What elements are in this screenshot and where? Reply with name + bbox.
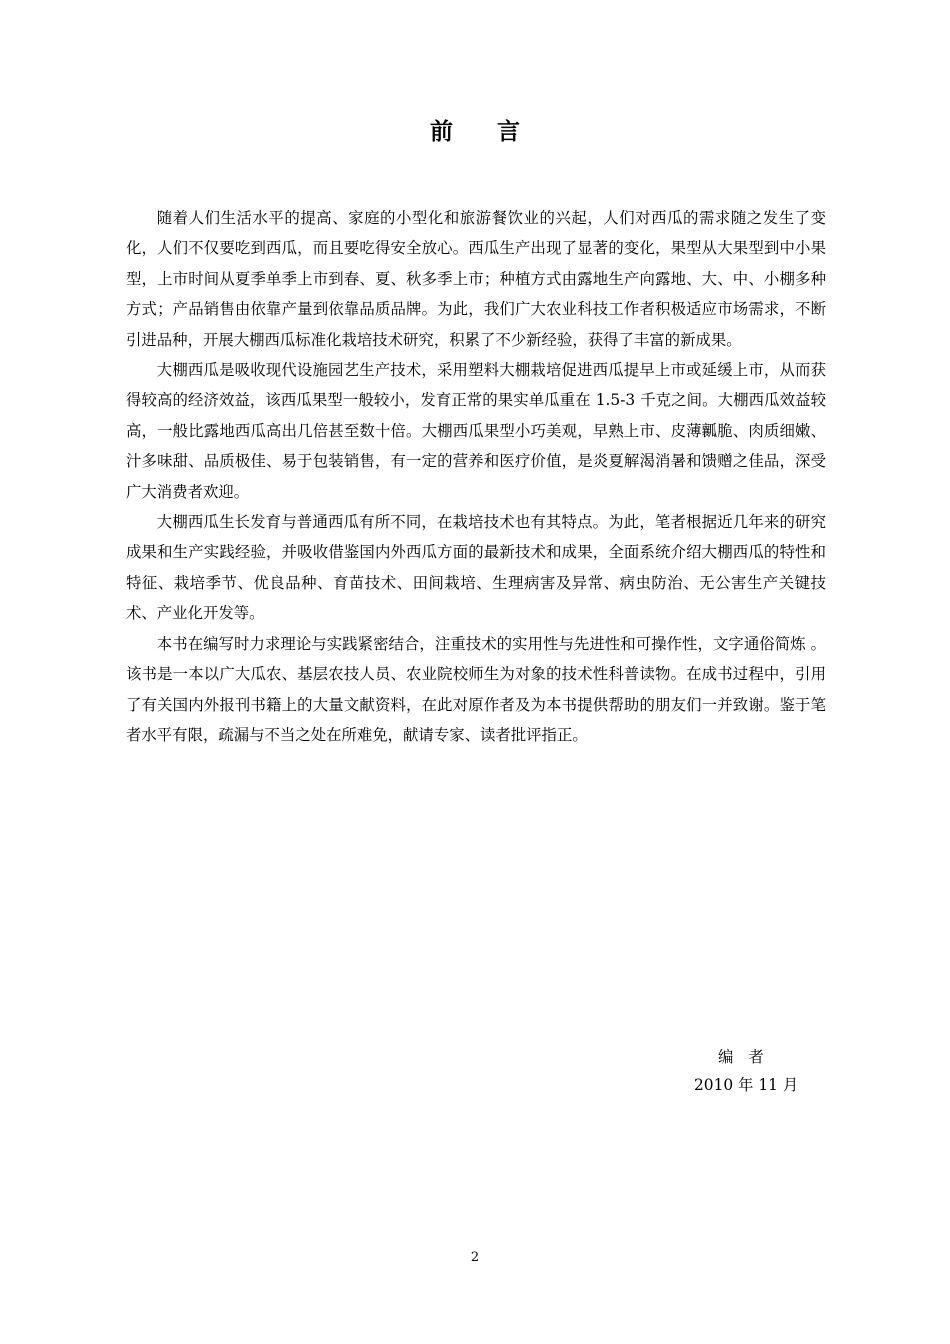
title-char-2: 言	[497, 118, 520, 145]
paragraph-2: 大棚西瓜是吸收现代设施园艺生产技术，采用塑料大棚栽培促进西瓜提早上市或延缓上市，从而获得较高的经济效益，该西瓜果型一般较小，发育正常的果实单瓜重在 1.5-3 千克之间。大棚西瓜效益较高，一般比露地西瓜高出几倍甚至数十倍。大棚西瓜果型小巧美观，早熟上市、皮薄瓤脆、肉质细嫩、汁多味甜、品质极佳、易于包装销售，有一定的营养和医疗价值，是炎夏解渴消暑和馈赠之佳品，深受广大消费者欢迎。	[126, 361, 826, 501]
page-title	[0, 113, 950, 146]
page-number: 2	[470, 1250, 480, 1265]
preface-body	[126, 203, 826, 750]
paragraph-4: 本书在编写时力求理论与实践紧密结合，注重技术的实用性与先进性和可操作性，文字通俗简炼 。该书是一本以广大瓜农、基层农技人员、农业院校师生为对象的技术性科普读物。在成书过程中，引用了有关国内外报刊书籍上的大量文献资料，在此对原作者及为本书提供帮助的朋友们一并致谢。鉴于笔者水平有限，疏漏与不当之处在所难免，献请专家、读者批评指正。	[126, 634, 826, 744]
title-char-1: 前	[430, 118, 453, 145]
paragraph-1: 随着人们生活水平的提高、家庭的小型化和旅游餐饮业的兴起，人们对西瓜的需求随之发生了变化，人们不仅要吃到西瓜，而且要吃得安全放心。西瓜生产出现了显著的变化，果型从大果型到中小果型，上市时间从夏季单季上市到春、夏、秋多季上市；种植方式由露地生产向露地、大、中、小棚多种方式；产品销售由依靠产量到依靠品质品牌。为此，我们广大农业科技工作者积极适应市场需求，不断引进品种，开展大棚西瓜标准化栽培技术研究，积累了不少新经验，获得了丰富的新成果。	[126, 209, 826, 349]
signature-author: 编者	[718, 1048, 779, 1066]
paragraph-3: 大棚西瓜生长发育与普通西瓜有所不同，在栽培技术也有其特点。为此，笔者根据近几年来的研究成果和生产实践经验，并吸收借鉴国内外西瓜方面的最新技术和成果，全面系统介绍大棚西瓜的特性和特征、栽培季节、优良品种、育苗技术、田间栽培、生理病害及异常、病虫防治、无公害生产关键技术、产业化开发等。	[126, 513, 826, 623]
signature-date: 2010 年 11 月	[694, 1076, 799, 1094]
